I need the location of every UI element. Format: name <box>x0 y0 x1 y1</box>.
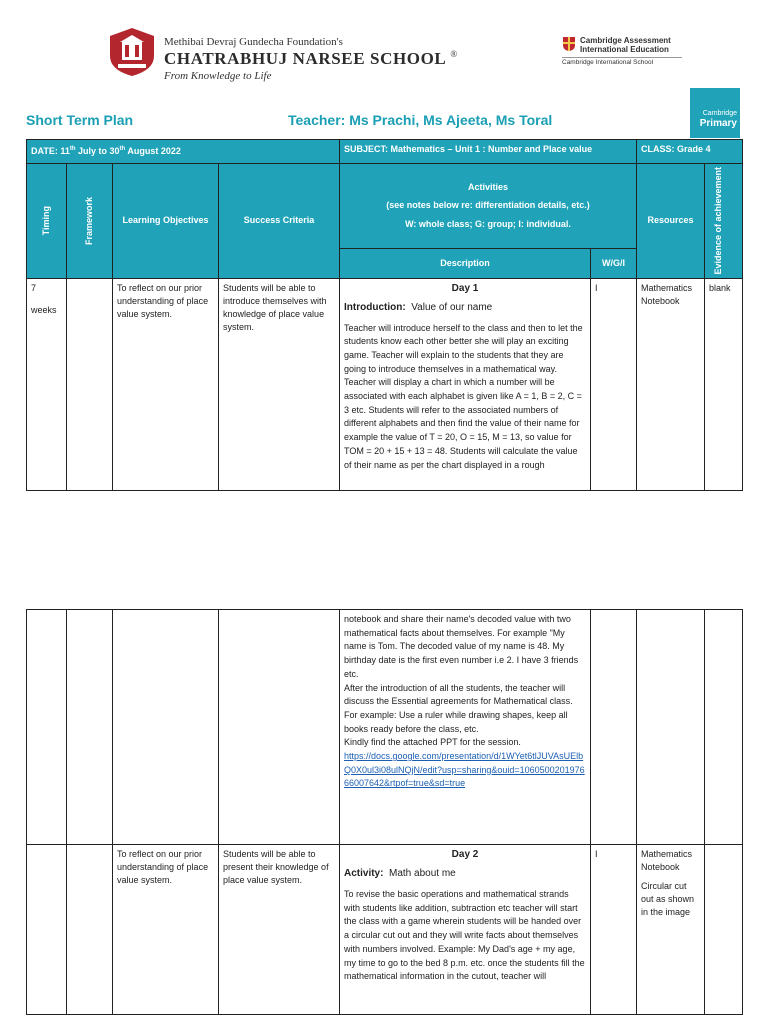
framework-cell <box>67 278 113 490</box>
framework-header: Framework <box>67 164 113 279</box>
framework-cell <box>67 845 113 1015</box>
table-row <box>27 610 743 845</box>
description-text-2: After the introduction of all the students, the teacher will discuss the Essential agreements for Mathematical class. For example: Use a ruler while drawing shapes, keep all books ready before the class, etc. <box>344 682 573 734</box>
objective-cell: To reflect on our prior understanding of place value system. <box>113 845 219 1015</box>
school-logo <box>106 26 466 82</box>
criteria-cell: Students will be able to present their knowledge of place value system. <box>219 845 340 1015</box>
cambridge-shield-icon <box>562 36 576 52</box>
day-heading: Day 2 <box>451 849 479 860</box>
criteria-cell: Students will be able to introduce themselves with knowledge of place value system. <box>219 278 340 490</box>
activities-header: Activities (see notes below re: differentiation details, etc.) W: whole class; G: group; I: individual. <box>340 164 637 249</box>
school-tagline: From Knowledge to Life <box>164 70 272 82</box>
cambridge-logo <box>562 36 682 66</box>
description-cell <box>340 610 591 845</box>
subject-cell: SUBJECT: Mathematics – Unit 1 : Number and Place value <box>340 140 637 164</box>
resource-cell: Mathematics Notebook Circular cut out as shown in the image <box>637 845 705 1015</box>
wgi-header: W/G/I <box>591 249 637 278</box>
description-text-3: Kindly find the attached PPT for the session. <box>344 737 521 748</box>
success-criteria-header: Success Criteria <box>219 164 340 279</box>
school-name: CHATRABHUJ NARSEE SCHOOL ® <box>164 49 458 68</box>
objective-cell <box>113 610 219 845</box>
plan-table-page1 <box>26 139 743 491</box>
resource-cell <box>637 610 705 845</box>
evidence-header: Evidence of achievement <box>705 164 743 279</box>
timing-cell <box>27 610 67 845</box>
cambridge-line2: International Education <box>580 45 669 54</box>
description-text: To revise the basic operations and mathematical strands with students like addition, subtraction etc teacher will start the class with a game wherein students will be handed over a circular cut out and they will write facts about themselves with numbers involved. Example: My Dad's age + my age, my time to go to the bed 8 p.m. etc. once the students fill the mathematical information in the cutout, teacher will <box>344 889 585 982</box>
date-cell: DATE: 11th July to 30th August 2022 <box>27 140 340 164</box>
evidence-cell <box>705 845 743 1015</box>
intro-heading: Introduction: Value of our name <box>344 301 493 313</box>
foundation-name: Methibai Devraj Gundecha Foundation's <box>164 36 343 48</box>
evidence-cell <box>705 610 743 845</box>
description-cell <box>340 278 591 490</box>
table-row <box>27 845 743 1015</box>
badge-big-text: Primary <box>699 118 737 129</box>
learning-objectives-header: Learning Objectives <box>113 164 219 279</box>
class-cell: CLASS: Grade 4 <box>637 140 743 164</box>
timing-cell: 7 weeks <box>27 278 67 490</box>
badge-small-text: Cambridge <box>702 110 737 117</box>
teacher-title: Teacher: Ms Prachi, Ms Ajeeta, Ms Toral <box>288 112 553 128</box>
framework-cell <box>67 610 113 845</box>
description-text: notebook and share their name's decoded value with two mathematical facts about themselves. For example "My name is Tom. The decoded value of my name is 48. My birthday date is the first even number i.e 2. I have 3 friends etc. <box>344 614 579 679</box>
timing-header: Timing <box>27 164 67 279</box>
ppt-link[interactable]: https://docs.google.com/presentation/d/1WYet6tlJUVAsUElbQ0X0ul3i08ulNQjN/edit?usp=sharing&ouid=106050020197666007642&rtpof=true&sd=true <box>344 751 585 789</box>
description-cell <box>340 845 591 1015</box>
table-row <box>27 278 743 490</box>
criteria-cell <box>219 610 340 845</box>
resources-header: Resources <box>637 164 705 279</box>
activity-heading: Activity: Math about me <box>344 868 456 879</box>
wgi-cell: I <box>591 845 637 1015</box>
plan-title: Short Term Plan <box>26 112 134 128</box>
objective-cell: To reflect on our prior understanding of place value system. <box>113 278 219 490</box>
cambridge-line1: Cambridge Assessment <box>580 36 671 45</box>
description-header: Description <box>340 249 591 278</box>
day-heading: Day 1 <box>451 282 479 294</box>
description-text: Teacher will introduce herself to the class and then to let the students know each other better she will play an exciting game. Teacher will explain to the students that they are going to introduce themselves in a mathematical way. Teacher will display a chart in which a number will be associated with each alphabet is given like A = 1, B = 2, C = 3 etc. Students will refer to the associated numbers of different alphabets and then find the value of their name for example the value of T = 20, O = 15, M = 13, so value for TOM = 20 + 15 + 13 = 48. Students will calculate the value of their name as per the chart displayed in a rough <box>344 322 583 470</box>
evidence-cell: blank <box>705 278 743 490</box>
wgi-cell: I <box>591 278 637 490</box>
wgi-cell <box>591 610 637 845</box>
timing-cell <box>27 845 67 1015</box>
school-emblem-icon <box>106 26 158 78</box>
cambridge-school-label: Cambridge International School <box>562 57 682 66</box>
resource-cell: Mathematics Notebook <box>637 278 705 490</box>
plan-table-page2 <box>26 609 743 1015</box>
